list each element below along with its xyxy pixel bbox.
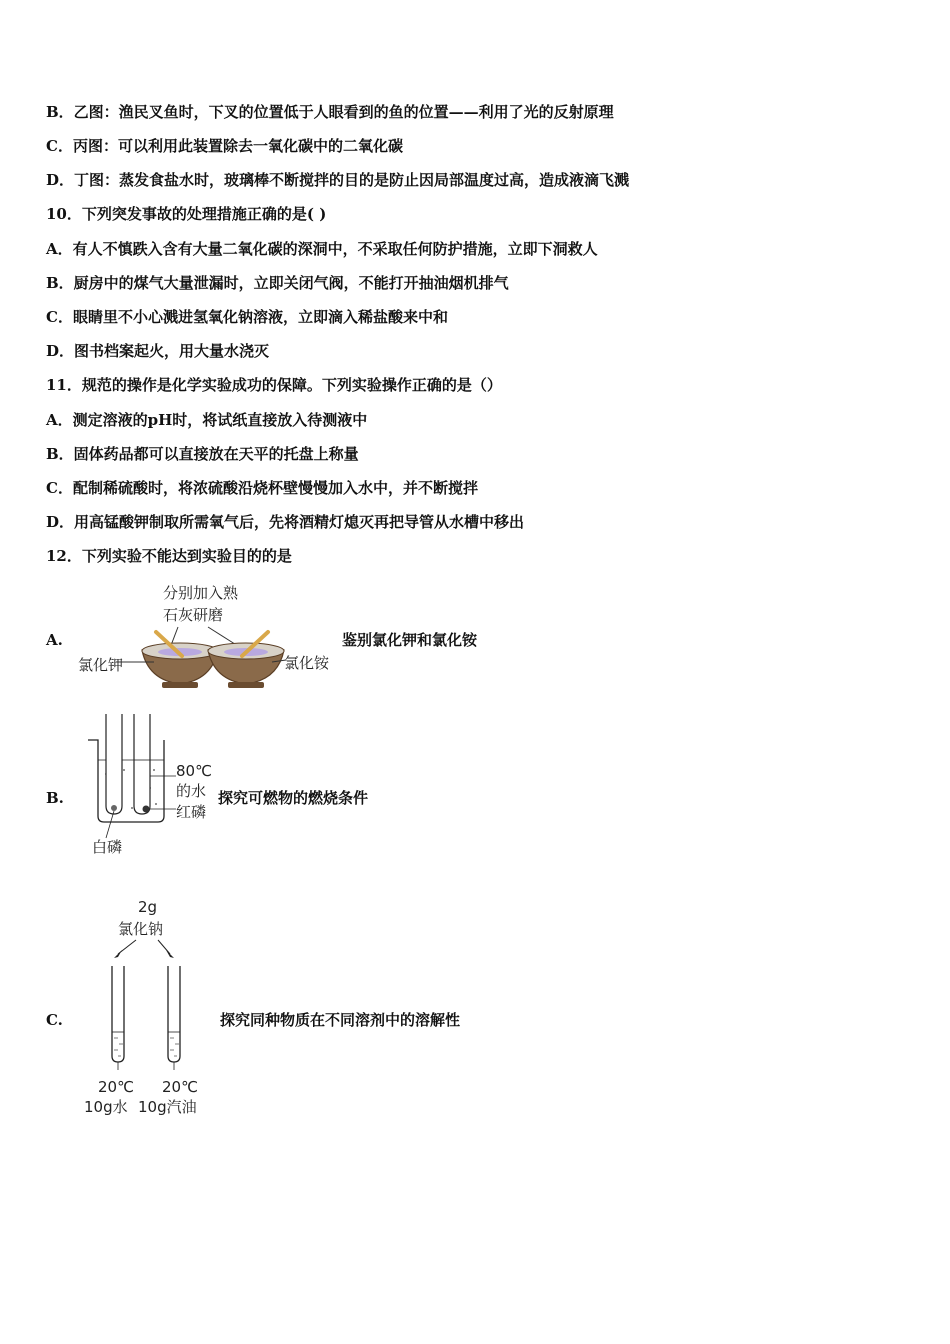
q11-option-a: A．测定溶液的pH时，将试纸直接放入待测液中 xyxy=(46,411,368,429)
red-phosphorus-label: 红磷 xyxy=(176,803,207,821)
q12-option-b-label: B. xyxy=(46,789,64,807)
option-b-line: B．乙图：渔民叉鱼时，下叉的位置低于人眼看到的鱼的位置——利用了光的反射原理 xyxy=(46,103,614,121)
mortar-top-label-2: 石灰研磨 xyxy=(163,606,224,624)
q11-option-c: C．配制稀硫酸时，将浓硫酸沿烧杯壁慢慢加入水中，并不断搅拌 xyxy=(46,479,478,497)
solute-label: 氯化钠 xyxy=(118,920,164,938)
test-tubes-illustration xyxy=(96,936,216,1076)
right-temp-label: 20℃ xyxy=(162,1078,198,1096)
water-temp-label: 80℃ xyxy=(176,762,212,780)
question-10: 10．下列突发事故的处理措施正确的是( ) xyxy=(46,205,327,223)
q12-option-c-label: C. xyxy=(46,1011,63,1029)
q10-option-c: C．眼睛里不小心溅进氢氧化钠溶液，立即滴入稀盐酸来中和 xyxy=(46,308,448,326)
mortar-illustration xyxy=(120,610,320,700)
q12-option-a-caption: 鉴别氯化钾和氯化铵 xyxy=(342,631,478,649)
option-c-line: C．丙图：可以利用此装置除去一氧化碳中的二氧化碳 xyxy=(46,137,403,155)
water-label: 的水 xyxy=(176,782,207,800)
question-11: 11．规范的操作是化学实验成功的保障。下列实验操作正确的是（） xyxy=(46,376,502,394)
option-d-line: D．丁图：蒸发食盐水时，玻璃棒不断搅拌的目的是防止因局部温度过高，造成液滴飞溅 xyxy=(46,171,630,189)
question-12: 12．下列实验不能达到实验目的的是 xyxy=(46,547,292,565)
q10-option-a: A．有人不慎跌入含有大量二氧化碳的深洞中，不采取任何防护措施，立即下洞救人 xyxy=(46,240,598,258)
left-solvent-label: 10g水 xyxy=(84,1098,128,1116)
q12-option-c-caption: 探究同种物质在不同溶剂中的溶解性 xyxy=(220,1011,461,1029)
mass-label: 2g xyxy=(138,898,158,916)
white-phosphorus-label: 白磷 xyxy=(92,838,123,856)
q11-option-b: B．固体药品都可以直接放在天平的托盘上称量 xyxy=(46,445,359,463)
right-solvent-label: 10g汽油 xyxy=(138,1098,197,1116)
kcl-label: 氯化钾 xyxy=(78,656,124,674)
mortar-top-label-1: 分别加入熟 xyxy=(163,584,239,602)
left-temp-label: 20℃ xyxy=(98,1078,134,1096)
beaker-illustration xyxy=(84,712,207,832)
q12-option-a-label: A. xyxy=(46,631,63,649)
q12-option-b-caption: 探究可燃物的燃烧条件 xyxy=(218,789,369,807)
q10-option-d: D．图书档案起火，用大量水浇灭 xyxy=(46,342,270,360)
q10-option-b: B．厨房中的煤气大量泄漏时，立即关闭气阀，不能打开抽油烟机排气 xyxy=(46,274,509,292)
q11-option-d: D．用高锰酸钾制取所需氧气后，先将酒精灯熄灭再把导管从水槽中移出 xyxy=(46,513,525,531)
nh4cl-label: 氯化铵 xyxy=(284,654,330,672)
